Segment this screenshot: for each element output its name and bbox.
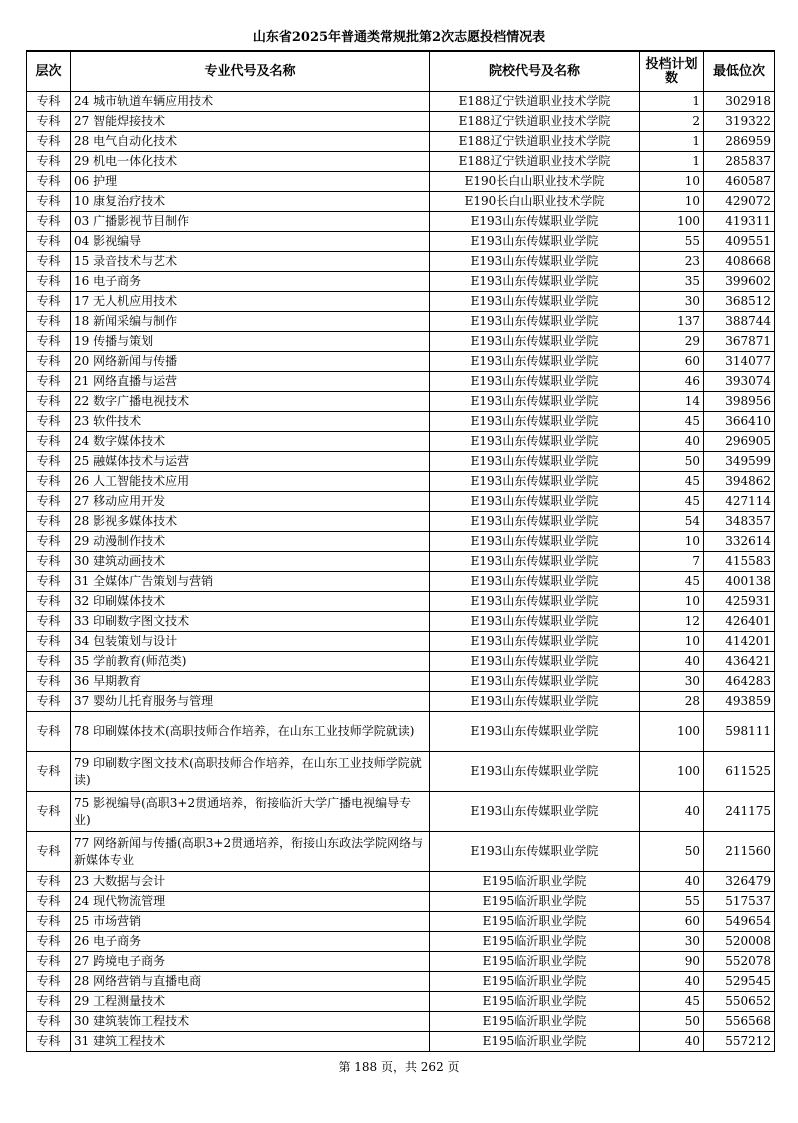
cell-rank: 552078 bbox=[704, 952, 775, 972]
cell-major: 24 城市轨道车辆应用技术 bbox=[71, 92, 430, 112]
header-major: 专业代号及名称 bbox=[71, 51, 430, 92]
table-row bbox=[27, 992, 775, 1012]
cell-level: 专科 bbox=[27, 132, 71, 152]
cell-major: 16 电子商务 bbox=[71, 272, 430, 292]
cell-school: E193山东传媒职业学院 bbox=[430, 652, 640, 672]
cell-plan: 10 bbox=[640, 192, 704, 212]
cell-plan: 2 bbox=[640, 112, 704, 132]
cell-major: 22 数字广播电视技术 bbox=[71, 392, 430, 412]
cell-rank: 414201 bbox=[704, 632, 775, 652]
cell-school: E193山东传媒职业学院 bbox=[430, 592, 640, 612]
table-row bbox=[27, 952, 775, 972]
cell-plan: 45 bbox=[640, 412, 704, 432]
page-title: 山东省2025年普通类常规批第2次志愿投档情况表 bbox=[252, 30, 546, 45]
cell-rank: 348357 bbox=[704, 512, 775, 532]
cell-level: 专科 bbox=[27, 1032, 71, 1052]
cell-level: 专科 bbox=[27, 692, 71, 712]
cell-major: 37 婴幼儿托育服务与管理 bbox=[71, 692, 430, 712]
cell-level: 专科 bbox=[27, 972, 71, 992]
cell-rank: 425931 bbox=[704, 592, 775, 612]
cell-plan: 30 bbox=[640, 292, 704, 312]
header-level: 层次 bbox=[27, 51, 71, 92]
table-row bbox=[27, 392, 775, 412]
cell-rank: 399602 bbox=[704, 272, 775, 292]
admission-table bbox=[26, 50, 775, 1052]
table-row bbox=[27, 472, 775, 492]
cell-rank: 211560 bbox=[704, 832, 775, 872]
cell-school: E193山东传媒职业学院 bbox=[430, 512, 640, 532]
table-body bbox=[27, 92, 775, 1052]
cell-plan: 28 bbox=[640, 692, 704, 712]
table-row bbox=[27, 632, 775, 652]
cell-rank: 426401 bbox=[704, 612, 775, 632]
cell-plan: 45 bbox=[640, 492, 704, 512]
cell-rank: 326479 bbox=[704, 872, 775, 892]
cell-plan: 137 bbox=[640, 312, 704, 332]
cell-major: 34 包装策划与设计 bbox=[71, 632, 430, 652]
cell-rank: 314077 bbox=[704, 352, 775, 372]
cell-plan: 100 bbox=[640, 712, 704, 752]
cell-rank: 332614 bbox=[704, 532, 775, 552]
cell-rank: 429072 bbox=[704, 192, 775, 212]
header-plan: 投档计划数 bbox=[640, 51, 704, 92]
cell-major: 20 网络新闻与传播 bbox=[71, 352, 430, 372]
cell-level: 专科 bbox=[27, 392, 71, 412]
table-row bbox=[27, 792, 775, 832]
cell-rank: 285837 bbox=[704, 152, 775, 172]
cell-school: E193山东传媒职业学院 bbox=[430, 792, 640, 832]
cell-rank: 419311 bbox=[704, 212, 775, 232]
cell-major: 27 跨境电子商务 bbox=[71, 952, 430, 972]
table-row bbox=[27, 932, 775, 952]
cell-level: 专科 bbox=[27, 632, 71, 652]
cell-school: E195临沂职业学院 bbox=[430, 972, 640, 992]
cell-rank: 611525 bbox=[704, 752, 775, 792]
cell-school: E193山东传媒职业学院 bbox=[430, 332, 640, 352]
cell-plan: 7 bbox=[640, 552, 704, 572]
cell-level: 专科 bbox=[27, 992, 71, 1012]
cell-rank: 367871 bbox=[704, 332, 775, 352]
header-school: 院校代号及名称 bbox=[430, 51, 640, 92]
table-row bbox=[27, 972, 775, 992]
cell-rank: 388744 bbox=[704, 312, 775, 332]
cell-major: 31 全媒体广告策划与营销 bbox=[71, 572, 430, 592]
cell-school: E195临沂职业学院 bbox=[430, 1032, 640, 1052]
cell-rank: 409551 bbox=[704, 232, 775, 252]
cell-plan: 90 bbox=[640, 952, 704, 972]
table-row bbox=[27, 692, 775, 712]
cell-school: E193山东传媒职业学院 bbox=[430, 272, 640, 292]
cell-rank: 241175 bbox=[704, 792, 775, 832]
cell-school: E193山东传媒职业学院 bbox=[430, 572, 640, 592]
cell-plan: 1 bbox=[640, 92, 704, 112]
table-row bbox=[27, 232, 775, 252]
cell-level: 专科 bbox=[27, 372, 71, 392]
cell-rank: 557212 bbox=[704, 1032, 775, 1052]
cell-major: 28 网络营销与直播电商 bbox=[71, 972, 430, 992]
cell-rank: 394862 bbox=[704, 472, 775, 492]
table-row bbox=[27, 152, 775, 172]
cell-major: 04 影视编导 bbox=[71, 232, 430, 252]
table-row bbox=[27, 492, 775, 512]
cell-major: 15 录音技术与艺术 bbox=[71, 252, 430, 272]
table-row bbox=[27, 452, 775, 472]
cell-school: E193山东传媒职业学院 bbox=[430, 312, 640, 332]
page-footer: 第 188 页，共 262 页 bbox=[338, 1060, 460, 1074]
cell-major: 31 建筑工程技术 bbox=[71, 1032, 430, 1052]
cell-major: 10 康复治疗技术 bbox=[71, 192, 430, 212]
table-row bbox=[27, 532, 775, 552]
cell-school: E193山东传媒职业学院 bbox=[430, 432, 640, 452]
table-row bbox=[27, 272, 775, 292]
cell-school: E195临沂职业学院 bbox=[430, 892, 640, 912]
cell-level: 专科 bbox=[27, 92, 71, 112]
cell-rank: 366410 bbox=[704, 412, 775, 432]
table-row bbox=[27, 872, 775, 892]
table-row bbox=[27, 612, 775, 632]
cell-rank: 368512 bbox=[704, 292, 775, 312]
cell-level: 专科 bbox=[27, 252, 71, 272]
cell-level: 专科 bbox=[27, 752, 71, 792]
cell-school: E193山东传媒职业学院 bbox=[430, 712, 640, 752]
table-row bbox=[27, 572, 775, 592]
cell-plan: 60 bbox=[640, 912, 704, 932]
cell-major: 19 传播与策划 bbox=[71, 332, 430, 352]
cell-school: E193山东传媒职业学院 bbox=[430, 352, 640, 372]
cell-plan: 100 bbox=[640, 752, 704, 792]
cell-level: 专科 bbox=[27, 172, 71, 192]
cell-level: 专科 bbox=[27, 612, 71, 632]
cell-major: 77 网络新闻与传播(高职3+2贯通培养，衔接山东政法学院网络与新媒体专业 bbox=[71, 832, 430, 872]
cell-plan: 40 bbox=[640, 872, 704, 892]
cell-level: 专科 bbox=[27, 492, 71, 512]
cell-school: E188辽宁铁道职业技术学院 bbox=[430, 112, 640, 132]
cell-major: 32 印刷媒体技术 bbox=[71, 592, 430, 612]
table-row bbox=[27, 652, 775, 672]
cell-plan: 30 bbox=[640, 932, 704, 952]
cell-level: 专科 bbox=[27, 952, 71, 972]
cell-rank: 598111 bbox=[704, 712, 775, 752]
cell-level: 专科 bbox=[27, 592, 71, 612]
cell-plan: 10 bbox=[640, 532, 704, 552]
cell-plan: 45 bbox=[640, 992, 704, 1012]
cell-plan: 50 bbox=[640, 452, 704, 472]
cell-school: E193山东传媒职业学院 bbox=[430, 212, 640, 232]
cell-level: 专科 bbox=[27, 932, 71, 952]
cell-plan: 1 bbox=[640, 132, 704, 152]
cell-level: 专科 bbox=[27, 572, 71, 592]
table-row bbox=[27, 312, 775, 332]
cell-major: 06 护理 bbox=[71, 172, 430, 192]
cell-plan: 55 bbox=[640, 892, 704, 912]
table-row bbox=[27, 1012, 775, 1032]
cell-level: 专科 bbox=[27, 192, 71, 212]
cell-major: 27 智能焊接技术 bbox=[71, 112, 430, 132]
table-row bbox=[27, 172, 775, 192]
cell-school: E193山东传媒职业学院 bbox=[430, 532, 640, 552]
cell-plan: 23 bbox=[640, 252, 704, 272]
cell-school: E188辽宁铁道职业技术学院 bbox=[430, 152, 640, 172]
cell-level: 专科 bbox=[27, 152, 71, 172]
table-row bbox=[27, 212, 775, 232]
table-row bbox=[27, 672, 775, 692]
cell-school: E193山东传媒职业学院 bbox=[430, 232, 640, 252]
cell-rank: 517537 bbox=[704, 892, 775, 912]
cell-plan: 40 bbox=[640, 792, 704, 832]
cell-school: E190长白山职业技术学院 bbox=[430, 192, 640, 212]
cell-plan: 40 bbox=[640, 972, 704, 992]
cell-major: 28 电气自动化技术 bbox=[71, 132, 430, 152]
table-row bbox=[27, 372, 775, 392]
cell-level: 专科 bbox=[27, 792, 71, 832]
cell-major: 33 印刷数字图文技术 bbox=[71, 612, 430, 632]
cell-level: 专科 bbox=[27, 332, 71, 352]
cell-rank: 400138 bbox=[704, 572, 775, 592]
cell-major: 27 移动应用开发 bbox=[71, 492, 430, 512]
cell-plan: 50 bbox=[640, 832, 704, 872]
table-row bbox=[27, 332, 775, 352]
cell-school: E195临沂职业学院 bbox=[430, 1012, 640, 1032]
cell-school: E193山东传媒职业学院 bbox=[430, 552, 640, 572]
cell-plan: 10 bbox=[640, 632, 704, 652]
cell-school: E193山东传媒职业学院 bbox=[430, 252, 640, 272]
cell-school: E193山东传媒职业学院 bbox=[430, 632, 640, 652]
cell-plan: 30 bbox=[640, 672, 704, 692]
cell-plan: 46 bbox=[640, 372, 704, 392]
cell-major: 17 无人机应用技术 bbox=[71, 292, 430, 312]
cell-school: E193山东传媒职业学院 bbox=[430, 372, 640, 392]
table-header-row bbox=[27, 51, 775, 92]
cell-school: E193山东传媒职业学院 bbox=[430, 472, 640, 492]
cell-major: 21 网络直播与运营 bbox=[71, 372, 430, 392]
table-row bbox=[27, 192, 775, 212]
cell-school: E193山东传媒职业学院 bbox=[430, 452, 640, 472]
cell-level: 专科 bbox=[27, 532, 71, 552]
cell-level: 专科 bbox=[27, 872, 71, 892]
cell-school: E195临沂职业学院 bbox=[430, 872, 640, 892]
cell-school: E193山东传媒职业学院 bbox=[430, 612, 640, 632]
cell-major: 26 电子商务 bbox=[71, 932, 430, 952]
cell-level: 专科 bbox=[27, 552, 71, 572]
table-row bbox=[27, 512, 775, 532]
cell-school: E195临沂职业学院 bbox=[430, 932, 640, 952]
cell-major: 30 建筑动画技术 bbox=[71, 552, 430, 572]
table-row bbox=[27, 112, 775, 132]
cell-rank: 286959 bbox=[704, 132, 775, 152]
cell-plan: 60 bbox=[640, 352, 704, 372]
cell-rank: 549654 bbox=[704, 912, 775, 932]
cell-rank: 436421 bbox=[704, 652, 775, 672]
cell-plan: 40 bbox=[640, 1032, 704, 1052]
table-row bbox=[27, 912, 775, 932]
cell-level: 专科 bbox=[27, 232, 71, 252]
table-row bbox=[27, 592, 775, 612]
table-row bbox=[27, 92, 775, 112]
cell-level: 专科 bbox=[27, 432, 71, 452]
table-row bbox=[27, 292, 775, 312]
cell-rank: 319322 bbox=[704, 112, 775, 132]
cell-level: 专科 bbox=[27, 352, 71, 372]
cell-rank: 520008 bbox=[704, 932, 775, 952]
cell-school: E193山东传媒职业学院 bbox=[430, 672, 640, 692]
table-row bbox=[27, 832, 775, 872]
cell-major: 24 数字媒体技术 bbox=[71, 432, 430, 452]
cell-level: 专科 bbox=[27, 672, 71, 692]
cell-level: 专科 bbox=[27, 312, 71, 332]
cell-major: 18 新闻采编与制作 bbox=[71, 312, 430, 332]
cell-school: E193山东传媒职业学院 bbox=[430, 752, 640, 792]
cell-plan: 10 bbox=[640, 592, 704, 612]
cell-level: 专科 bbox=[27, 472, 71, 492]
cell-rank: 296905 bbox=[704, 432, 775, 452]
cell-major: 24 现代物流管理 bbox=[71, 892, 430, 912]
cell-school: E193山东传媒职业学院 bbox=[430, 692, 640, 712]
cell-major: 28 影视多媒体技术 bbox=[71, 512, 430, 532]
cell-major: 30 建筑装饰工程技术 bbox=[71, 1012, 430, 1032]
cell-level: 专科 bbox=[27, 512, 71, 532]
cell-rank: 427114 bbox=[704, 492, 775, 512]
cell-major: 36 早期教育 bbox=[71, 672, 430, 692]
cell-plan: 55 bbox=[640, 232, 704, 252]
cell-school: E195临沂职业学院 bbox=[430, 992, 640, 1012]
cell-major: 75 影视编导(高职3+2贯通培养，衔接临沂大学广播电视编导专业) bbox=[71, 792, 430, 832]
cell-rank: 529545 bbox=[704, 972, 775, 992]
cell-school: E193山东传媒职业学院 bbox=[430, 832, 640, 872]
cell-level: 专科 bbox=[27, 272, 71, 292]
table-row bbox=[27, 552, 775, 572]
cell-plan: 29 bbox=[640, 332, 704, 352]
cell-plan: 45 bbox=[640, 472, 704, 492]
cell-school: E193山东传媒职业学院 bbox=[430, 292, 640, 312]
cell-level: 专科 bbox=[27, 892, 71, 912]
cell-major: 25 市场营销 bbox=[71, 912, 430, 932]
cell-rank: 464283 bbox=[704, 672, 775, 692]
cell-rank: 398956 bbox=[704, 392, 775, 412]
cell-plan: 35 bbox=[640, 272, 704, 292]
table-row bbox=[27, 412, 775, 432]
cell-rank: 349599 bbox=[704, 452, 775, 472]
cell-rank: 302918 bbox=[704, 92, 775, 112]
cell-level: 专科 bbox=[27, 912, 71, 932]
cell-school: E188辽宁铁道职业技术学院 bbox=[430, 132, 640, 152]
cell-school: E193山东传媒职业学院 bbox=[430, 392, 640, 412]
cell-major: 03 广播影视节目制作 bbox=[71, 212, 430, 232]
cell-major: 25 融媒体技术与运营 bbox=[71, 452, 430, 472]
cell-rank: 493859 bbox=[704, 692, 775, 712]
table-row bbox=[27, 352, 775, 372]
table-row bbox=[27, 712, 775, 752]
cell-major: 79 印刷数字图文技术(高职技师合作培养，在山东工业技师学院就读) bbox=[71, 752, 430, 792]
table-row bbox=[27, 752, 775, 792]
cell-plan: 12 bbox=[640, 612, 704, 632]
cell-rank: 415583 bbox=[704, 552, 775, 572]
cell-plan: 1 bbox=[640, 152, 704, 172]
cell-school: E190长白山职业技术学院 bbox=[430, 172, 640, 192]
cell-plan: 45 bbox=[640, 572, 704, 592]
cell-major: 23 软件技术 bbox=[71, 412, 430, 432]
cell-level: 专科 bbox=[27, 832, 71, 872]
cell-plan: 40 bbox=[640, 432, 704, 452]
cell-level: 专科 bbox=[27, 452, 71, 472]
cell-rank: 460587 bbox=[704, 172, 775, 192]
header-rank: 最低位次 bbox=[704, 51, 775, 92]
cell-major: 29 动漫制作技术 bbox=[71, 532, 430, 552]
table-row bbox=[27, 432, 775, 452]
cell-major: 29 工程测量技术 bbox=[71, 992, 430, 1012]
cell-school: E195临沂职业学院 bbox=[430, 912, 640, 932]
table-row bbox=[27, 252, 775, 272]
cell-school: E195临沂职业学院 bbox=[430, 952, 640, 972]
cell-rank: 408668 bbox=[704, 252, 775, 272]
cell-level: 专科 bbox=[27, 212, 71, 232]
cell-plan: 14 bbox=[640, 392, 704, 412]
table-row bbox=[27, 132, 775, 152]
cell-plan: 100 bbox=[640, 212, 704, 232]
cell-rank: 556568 bbox=[704, 1012, 775, 1032]
cell-school: E193山东传媒职业学院 bbox=[430, 492, 640, 512]
cell-plan: 10 bbox=[640, 172, 704, 192]
cell-level: 专科 bbox=[27, 292, 71, 312]
table-row bbox=[27, 1032, 775, 1052]
cell-rank: 550652 bbox=[704, 992, 775, 1012]
cell-level: 专科 bbox=[27, 712, 71, 752]
cell-plan: 54 bbox=[640, 512, 704, 532]
cell-major: 23 大数据与会计 bbox=[71, 872, 430, 892]
cell-rank: 393074 bbox=[704, 372, 775, 392]
cell-major: 29 机电一体化技术 bbox=[71, 152, 430, 172]
cell-level: 专科 bbox=[27, 112, 71, 132]
cell-level: 专科 bbox=[27, 412, 71, 432]
cell-major: 78 印刷媒体技术(高职技师合作培养，在山东工业技师学院就读) bbox=[71, 712, 430, 752]
cell-level: 专科 bbox=[27, 652, 71, 672]
cell-major: 26 人工智能技术应用 bbox=[71, 472, 430, 492]
cell-school: E193山东传媒职业学院 bbox=[430, 412, 640, 432]
cell-school: E188辽宁铁道职业技术学院 bbox=[430, 92, 640, 112]
cell-level: 专科 bbox=[27, 1012, 71, 1032]
cell-major: 35 学前教育(师范类) bbox=[71, 652, 430, 672]
cell-plan: 50 bbox=[640, 1012, 704, 1032]
table-row bbox=[27, 892, 775, 912]
cell-plan: 40 bbox=[640, 652, 704, 672]
